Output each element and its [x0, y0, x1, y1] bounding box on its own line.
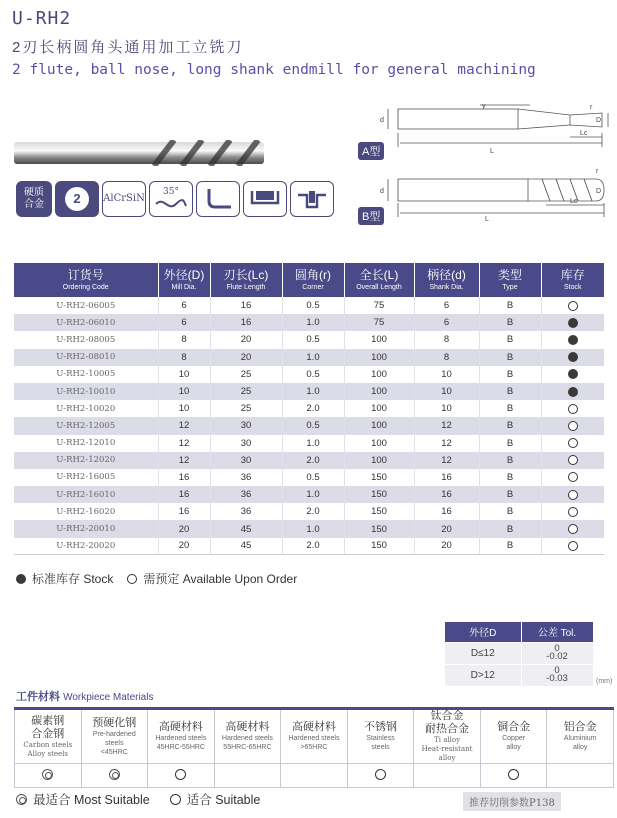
label-l-a: L: [490, 148, 494, 155]
header-mill-dia: 外径(D) Mill Dia.: [158, 263, 210, 297]
workpiece-en-label: Aluminium alloy: [563, 735, 597, 751]
mill-dia-cell: 10: [158, 400, 210, 417]
stock-cell: [541, 435, 604, 452]
workpiece-cn-label: 铝合金: [563, 721, 597, 733]
type-cell: B: [479, 520, 541, 537]
slot-icon: [295, 187, 329, 211]
overall-length-cell: 100: [344, 452, 414, 469]
type-cell: B: [479, 503, 541, 520]
overall-length-cell: 100: [344, 435, 414, 452]
label-cap-d-b: D: [596, 188, 602, 195]
flute-length-cell: 45: [210, 538, 282, 555]
overall-length-cell: 100: [344, 383, 414, 400]
label-gamma-a: γ: [482, 103, 486, 110]
type-cell: B: [479, 538, 541, 555]
flute-length-cell: 30: [210, 452, 282, 469]
shank-dia-cell: 12: [414, 435, 479, 452]
ordering-code-cell: U-RH2-08005: [14, 331, 158, 348]
type-b-tag: B型: [358, 207, 384, 225]
mill-dia-cell: 16: [158, 503, 210, 520]
tol-upper: 0: [554, 665, 560, 677]
spec-table: [14, 263, 604, 555]
mill-dia-cell: 20: [158, 538, 210, 555]
suitable-icon: [508, 769, 519, 780]
workpiece-en-label: Carbon steels Alloy steels: [23, 740, 73, 758]
type-cell: B: [479, 331, 541, 348]
type-cell: B: [479, 469, 541, 486]
tol-row: [445, 664, 593, 686]
label-l-b: L: [485, 216, 489, 223]
workpiece-suitability-cell: [148, 764, 215, 788]
cutting-parameter-reference[interactable]: 推荐切削参数P138: [463, 792, 561, 811]
stock-filled-icon: [568, 318, 578, 328]
table-row: [14, 400, 604, 417]
header-shank-dia: 柄径(d) Shank Dia.: [414, 263, 479, 297]
legend-order: 需预定 Available Upon Order: [143, 572, 298, 586]
workpiece-column-header: [347, 709, 414, 764]
workpiece-suitability-cell: [547, 764, 614, 788]
stock-cell: [541, 469, 604, 486]
overall-length-cell: 100: [344, 349, 414, 366]
label-cap-d-a: D: [596, 117, 602, 124]
overall-length-cell: 150: [344, 469, 414, 486]
shank-dia-cell: 6: [414, 297, 479, 314]
mill-dia-cell: 20: [158, 520, 210, 537]
workpiece-cn-label: 不锈钢: [364, 721, 397, 733]
workpiece-suitability-cell: [214, 764, 281, 788]
ordering-code-cell: U-RH2-20020: [14, 538, 158, 555]
stock-filled-icon: [568, 335, 578, 345]
label-d-b: d: [380, 188, 384, 195]
stock-cell: [541, 503, 604, 520]
stock-open-icon: [568, 421, 578, 431]
type-a-tag: A型: [358, 142, 384, 160]
header-stock: 库存 Stock: [541, 263, 604, 297]
helix-wave-icon: [154, 198, 188, 212]
stock-cell: [541, 383, 604, 400]
tol-upper: 0: [554, 643, 560, 654]
stock-cell: [541, 349, 604, 366]
table-row: [14, 452, 604, 469]
mill-dia-cell: 6: [158, 314, 210, 331]
stock-open-icon: [127, 574, 137, 584]
workpiece-suitability-cell: [347, 764, 414, 788]
legend-stock: 标准库存 Stock: [32, 572, 114, 586]
flute-length-cell: 20: [210, 331, 282, 348]
ordering-code-cell: U-RH2-12010: [14, 435, 158, 452]
mill-dia-cell: 16: [158, 486, 210, 503]
table-row: [14, 331, 604, 348]
table-row: [14, 469, 604, 486]
flute-length-cell: 20: [210, 349, 282, 366]
corner-cell: 1.0: [282, 486, 344, 503]
workpiece-column-header: [547, 709, 614, 764]
corner-cell: 0.5: [282, 469, 344, 486]
stock-cell: [541, 297, 604, 314]
stock-cell: [541, 538, 604, 555]
stock-cell: [541, 417, 604, 434]
stock-open-icon: [568, 490, 578, 500]
stock-open-icon: [568, 438, 578, 448]
workpiece-en-label: Ti alloy Heat-resistant alloy: [421, 736, 473, 762]
stock-cell: [541, 520, 604, 537]
table-row: [14, 503, 604, 520]
shank-dia-cell: 16: [414, 503, 479, 520]
two-flute-label: 2: [65, 187, 89, 211]
suitable-icon: [170, 794, 181, 805]
workpiece-suitability-cell: [480, 764, 547, 788]
type-cell: B: [479, 435, 541, 452]
workpiece-en-label: Hardened steels >65HRC: [288, 735, 340, 751]
corner-cell: 0.5: [282, 297, 344, 314]
corner-radius-badge: [196, 181, 240, 217]
header-type: 类型 Type: [479, 263, 541, 297]
most-suitable-icon: [109, 769, 120, 780]
header-corner: 圆角(r) Corner: [282, 263, 344, 297]
label-r-b: r: [596, 168, 599, 175]
feature-badges: [16, 181, 334, 217]
type-cell: B: [479, 452, 541, 469]
type-a-drawing: [370, 97, 610, 157]
shank-dia-cell: 16: [414, 469, 479, 486]
ordering-code-cell: U-RH2-08010: [14, 349, 158, 366]
flute-length-cell: 16: [210, 297, 282, 314]
tol-range: D>12: [445, 664, 521, 686]
workpiece-en-label: Hardened steels 45HRC-55HRC: [155, 735, 207, 751]
ordering-code-cell: U-RH2-20010: [14, 520, 158, 537]
stock-filled-icon: [568, 352, 578, 362]
shank-dia-cell: 20: [414, 538, 479, 555]
shank-dia-cell: 8: [414, 349, 479, 366]
helix-angle-badge: [149, 181, 193, 217]
corner-cell: 1.0: [282, 383, 344, 400]
type-cell: B: [479, 349, 541, 366]
type-cell: B: [479, 486, 541, 503]
workpiece-suitability-cell: [81, 764, 148, 788]
flute-length-cell: 36: [210, 486, 282, 503]
type-b-drawing: [370, 165, 610, 223]
type-cell: B: [479, 314, 541, 331]
shoulder-badge: [243, 181, 287, 217]
ordering-code-cell: U-RH2-10020: [14, 400, 158, 417]
mill-dia-cell: 12: [158, 417, 210, 434]
type-cell: B: [479, 366, 541, 383]
stock-open-icon: [568, 507, 578, 517]
stock-cell: [541, 314, 604, 331]
stock-filled-icon: [568, 369, 578, 379]
stock-open-icon: [568, 301, 578, 311]
corner-cell: 0.5: [282, 331, 344, 348]
table-row: [14, 486, 604, 503]
ordering-code-cell: U-RH2-10010: [14, 383, 158, 400]
overall-length-cell: 100: [344, 331, 414, 348]
mill-dia-cell: 16: [158, 469, 210, 486]
overall-length-cell: 75: [344, 297, 414, 314]
corner-cell: 1.0: [282, 314, 344, 331]
corner-cell: 2.0: [282, 400, 344, 417]
workpiece-cn-label: 高硬材料: [158, 721, 203, 733]
ordering-code-cell: U-RH2-16005: [14, 469, 158, 486]
mill-dia-cell: 8: [158, 349, 210, 366]
table-row: [14, 366, 604, 383]
shank-dia-cell: 12: [414, 417, 479, 434]
tol-lower: -0.02: [546, 651, 568, 662]
shank-dia-cell: 6: [414, 314, 479, 331]
workpiece-en-label: Stainless steels: [366, 735, 395, 751]
workpiece-en-label: Pre-hardened steels <45HRC: [92, 730, 136, 756]
mill-dia-cell: 12: [158, 435, 210, 452]
ordering-code-cell: U-RH2-16010: [14, 486, 158, 503]
workpiece-en-label: Hardened steels 55HRC-65HRC: [221, 735, 273, 751]
stock-cell: [541, 366, 604, 383]
overall-length-cell: 150: [344, 520, 414, 537]
workpiece-en-label: Copper alloy: [502, 735, 526, 751]
suitable-icon: [375, 769, 386, 780]
header-overall-length: 全长(L) Overall Length: [344, 263, 414, 297]
type-cell: B: [479, 417, 541, 434]
overall-length-cell: 100: [344, 417, 414, 434]
corner-cell: 1.0: [282, 349, 344, 366]
corner-cell: 2.0: [282, 538, 344, 555]
workpiece-column-header: [148, 709, 215, 764]
overall-length-cell: 150: [344, 538, 414, 555]
stock-open-icon: [568, 472, 578, 482]
workpiece-column-header: [81, 709, 148, 764]
suitable-icon: [175, 769, 186, 780]
table-row: [14, 297, 604, 314]
spec-header-row: [14, 263, 604, 297]
shank-dia-cell: 10: [414, 383, 479, 400]
workpiece-cn-label: 钛合金 耐热合金: [425, 710, 470, 735]
type-cell: B: [479, 383, 541, 400]
workpiece-cn-label: 高硬材料: [291, 721, 336, 733]
mill-dia-cell: 10: [158, 366, 210, 383]
workpiece-column-header: [214, 709, 281, 764]
overall-length-cell: 100: [344, 366, 414, 383]
tolerance-unit: (mm): [596, 678, 613, 685]
workpiece-column-header: [281, 709, 348, 764]
table-row: [14, 520, 604, 537]
mill-dia-cell: 12: [158, 452, 210, 469]
corner-cell: 2.0: [282, 452, 344, 469]
corner-cell: 1.0: [282, 520, 344, 537]
tol-row: [445, 642, 593, 664]
helix-angle-label: 35°: [163, 187, 179, 197]
label-r-a: r: [590, 104, 593, 111]
product-title-en: 2 flute, ball nose, long shank endmill for general machining: [12, 62, 536, 78]
workpiece-suitability-cell: [414, 764, 481, 788]
workpiece-suitability-cell: [15, 764, 82, 788]
workpiece-title: [16, 688, 153, 704]
workpiece-column-header: [480, 709, 547, 764]
table-row: [14, 349, 604, 366]
shank-dia-cell: 16: [414, 486, 479, 503]
workpiece-cn-label: 预硬化钢: [92, 716, 137, 729]
table-row: [14, 435, 604, 452]
ordering-code-cell: U-RH2-06010: [14, 314, 158, 331]
table-row: [14, 417, 604, 434]
flute-length-cell: 45: [210, 520, 282, 537]
product-code: U-RH2: [12, 8, 72, 29]
stock-filled-icon: [16, 574, 26, 584]
corner-radius-icon: [203, 187, 233, 211]
workpiece-cn-label: 碳素钢 合金钢: [31, 714, 65, 740]
ordering-code-cell: U-RH2-06005: [14, 297, 158, 314]
coating-badge: AlCrSiN: [102, 181, 146, 217]
slot-badge: [290, 181, 334, 217]
workpiece-cn-label: 铜合金: [497, 721, 531, 733]
header-flute-length: 刃长(Lc) Flute Length: [210, 263, 282, 297]
shank-dia-cell: 10: [414, 366, 479, 383]
corner-cell: 2.0: [282, 503, 344, 520]
flute-length-cell: 25: [210, 400, 282, 417]
stock-open-icon: [568, 404, 578, 414]
workpiece-cn-label: 高硬材料: [225, 721, 270, 733]
type-cell: B: [479, 400, 541, 417]
overall-length-cell: 75: [344, 314, 414, 331]
table-row: [14, 314, 604, 331]
legend-most: 最适合 Most Suitable: [33, 793, 150, 807]
flute-length-cell: 36: [210, 503, 282, 520]
stock-cell: [541, 400, 604, 417]
mill-dia-cell: 10: [158, 383, 210, 400]
suitability-legend: [16, 790, 260, 808]
workpiece-table: [14, 707, 614, 788]
corner-cell: 0.5: [282, 417, 344, 434]
shank-dia-cell: 10: [414, 400, 479, 417]
shank-dia-cell: 12: [414, 452, 479, 469]
stock-legend: [16, 570, 297, 587]
tolerance-table: [445, 622, 594, 686]
overall-length-cell: 150: [344, 503, 414, 520]
corner-cell: 0.5: [282, 366, 344, 383]
stock-cell: [541, 486, 604, 503]
tol-lower: -0.03: [546, 673, 568, 685]
shank-dia-cell: 8: [414, 331, 479, 348]
overall-length-cell: 100: [344, 400, 414, 417]
mill-dia-cell: 6: [158, 297, 210, 314]
label-lc-b: Lc: [570, 198, 578, 205]
product-title-cn: 2刃长柄圆角头通用加工立铣刀: [12, 39, 244, 56]
ordering-code-cell: U-RH2-12005: [14, 417, 158, 434]
tol-range: D≤12: [445, 642, 521, 664]
ordering-code-cell: U-RH2-16020: [14, 503, 158, 520]
table-row: [14, 383, 604, 400]
stock-filled-icon: [568, 387, 578, 397]
stock-cell: [541, 331, 604, 348]
most-suitable-icon: [16, 794, 27, 805]
workpiece-suitability-cell: [281, 764, 348, 788]
label-lc-a: Lc: [580, 130, 588, 137]
shoulder-icon: [248, 187, 282, 211]
endmill-photo: [14, 140, 264, 166]
shank-dia-cell: 20: [414, 520, 479, 537]
workpiece-column-header: [15, 709, 82, 764]
flute-length-cell: 30: [210, 417, 282, 434]
stock-open-icon: [568, 524, 578, 534]
ordering-code-cell: U-RH2-12020: [14, 452, 158, 469]
flute-length-cell: 30: [210, 435, 282, 452]
header-ordering-code: 订货号 Ordering Code: [14, 263, 158, 297]
corner-cell: 1.0: [282, 435, 344, 452]
two-flute-badge: [55, 181, 99, 217]
flute-length-cell: 25: [210, 383, 282, 400]
legend-suit: 适合 Suitable: [186, 793, 261, 807]
overall-length-cell: 150: [344, 486, 414, 503]
workpiece-title-en: Workpiece Materials: [63, 692, 154, 703]
stock-open-icon: [568, 541, 578, 551]
label-d-a: d: [380, 117, 384, 124]
ordering-code-cell: U-RH2-10005: [14, 366, 158, 383]
stock-open-icon: [568, 455, 578, 465]
tol-header-tol: 公差 Tol.: [521, 622, 593, 642]
mill-dia-cell: 8: [158, 331, 210, 348]
carbide-badge: 硬质 合金: [16, 181, 52, 217]
workpiece-column-header: [414, 709, 481, 764]
flute-length-cell: 25: [210, 366, 282, 383]
workpiece-title-cn: 工件材料: [16, 691, 60, 703]
tol-header-dia: 外径D: [445, 622, 521, 642]
flute-length-cell: 16: [210, 314, 282, 331]
table-row: [14, 538, 604, 555]
flute-length-cell: 36: [210, 469, 282, 486]
type-cell: B: [479, 297, 541, 314]
stock-cell: [541, 452, 604, 469]
most-suitable-icon: [42, 769, 53, 780]
